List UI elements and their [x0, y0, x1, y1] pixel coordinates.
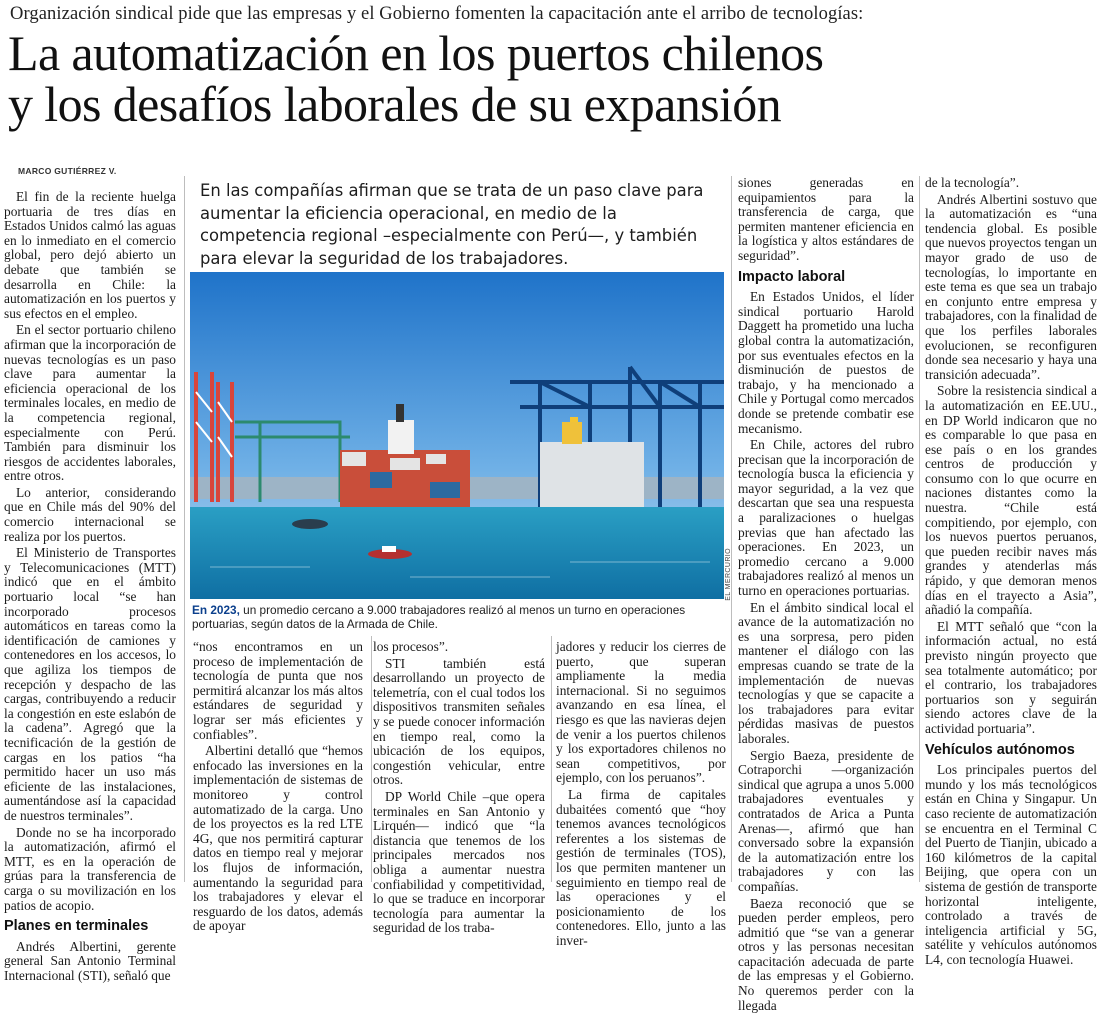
- column-2: [193, 640, 363, 884]
- paragraph: El Ministerio de Transportes y Telecomunicaciones (MTT) indicó que en el ámbito portuario local “se han incorporado procesos automáticos en tareas como la identificación de camiones y contenedores en los accesos, lo que agiliza los tiempos de recepción y despacho de las cargas, contribuyendo a reducir la congestión en este eslabón de la cadena”. Agregó que la tecnificación de la gestión de cargas en los patios “ha permitido hacer un uso más eficiente de las instalaciones, aumentándose así la capacidad de nuestros terminales”.: [4, 546, 176, 823]
- photo-credit: EL MERCURIO: [725, 548, 735, 601]
- section-heading: Impacto laboral: [738, 270, 914, 285]
- column-4: [556, 640, 726, 884]
- container-ship-image: [190, 272, 724, 599]
- paragraph: STI también está desarrollando un proyecto de telemetría, con el cual todos los dispositivos transmiten señales y se puede conocer información en tiempo real, como la ubicación de los equipos, congestión vehicular, entre otros.: [373, 657, 545, 788]
- headline-line-1: La automatización en los puertos chilenos: [8, 25, 823, 81]
- paragraph: El fin de la reciente huelga portuaria de tres días en Estados Unidos calmó las aguas en lo inmediato en el comercio global, pero dejó abierto un debate que también se desarrolla en Chile: la automatización en los puertos y sus efectos en el empleo.: [4, 190, 176, 321]
- lead-deck: En las compañías afirman que se trata de un paso clave para aumentar la eficiencia operacional, en medio de la competencia regional –especialmente con Perú—, y también para elevar la seguridad de los trabajadores.: [200, 180, 720, 270]
- column-6: [925, 176, 1097, 884]
- kicker: Organización sindical pide que las empresas y el Gobierno fomenten la capacitación ante el arribo de tecnologías:: [10, 4, 1095, 25]
- column-rule: [184, 176, 185, 882]
- paragraph: Lo anterior, considerando que en Chile más del 90% del comercio internacional se realiza por los puertos.: [4, 486, 176, 544]
- byline: MARCO GUTIÉRREZ V.: [18, 166, 117, 176]
- paragraph: de la tecnología”.: [925, 176, 1097, 191]
- paragraph: En el sector portuario chileno afirman que la incorporación de nuevas tecnologías es un paso clave para aumentar la eficiencia operacional de los terminales locales, en medio de la competencia regional, especialmente con Perú. También para disminuir los riesgos de accidentes laborales, entre otros.: [4, 323, 176, 484]
- caption-text: un promedio cercano a 9.000 trabajadores realizó al menos un turno en operaciones portuarias, según datos de la Armada de Chile.: [192, 603, 685, 631]
- column-1: [4, 190, 176, 884]
- paragraph: La firma de capitales dubaitées comentó que “hoy tenemos avances tecnológicos referentes a los sistemas de gestión de terminales (TOS), los que permiten mantener un seguimiento en tiempo real de las operaciones y el posicionamiento de los contenedores. Ello, junto a las inver-: [556, 788, 726, 949]
- paragraph: El MTT señaló que “con la información actual, no está previsto ningún proyecto que sea totalmente automático; por el contrario, los trabajadores portuarios son y seguirán siendo actores clave de la actividad portuaria”.: [925, 620, 1097, 737]
- column-rule: [371, 636, 372, 882]
- paragraph: En Estados Unidos, el líder sindical portuario Harold Daggett ha prometido una lucha global contra la automatización, por sus eventuales efectos en la disminución de puestos de trabajo, y ha mencionado a Chile y Portugal como mercados donde se pretende combatir ese mecanismo.: [738, 290, 914, 436]
- paragraph: Albertini detalló que “hemos enfocado las inversiones en la implementación de sistemas de monitoreo y control automatizado de la carga. Uno de los proyectos es la red LTE 4G, que nos permitirá capturar datos en tiempo real y mejorar los flujos de información, aumentando la seguridad para los trabajadores y elevar el resguardo de los datos, además de apoyar: [193, 744, 363, 934]
- headline: [8, 28, 1098, 130]
- paragraph: Donde no se ha incorporado la automatización, afirmó el MTT, es en la operación de grúas para la transferencia de carga o su movilización en los patios de acopio.: [4, 826, 176, 914]
- paragraph: En Chile, actores del rubro precisan que la incorporación de tecnología busca la eficiencia y mayor seguridad, a la vez que descartan que sea una respuesta a paralizaciones o huelgas previas que han afectado las operaciones. En 2023, un promedio cercano a 9.000 trabajadores realizó al menos un turno en operaciones portuarias.: [738, 438, 914, 599]
- column-3: [373, 640, 545, 884]
- column-5: [738, 176, 914, 884]
- section-heading: Planes en terminales: [4, 919, 176, 934]
- photo-caption: [192, 603, 727, 631]
- section-heading: Vehículos autónomos: [925, 743, 1097, 758]
- port-photo: [190, 272, 724, 599]
- paragraph: siones generadas en equipamientos para la transferencia de carga, que permiten mantener eficiencia en la logística y altos estándares de seguridad”.: [738, 176, 914, 264]
- column-rule: [731, 176, 732, 882]
- paragraph: “nos encontramos en un proceso de implementación de tecnología de punta que nos permitirá alcanzar los más altos estándares de seguridad y lograr ser más eficientes y confiables”.: [193, 640, 363, 742]
- paragraph: En el ámbito sindical local el avance de la automatización no es una sorpresa, pero piden mantener el diálogo con las empresas cuando se trate de la implementación de nuevas tecnologías y que se capacite a los trabajadores para evitar pérdidas masivas de puestos laborales.: [738, 601, 914, 747]
- paragraph: Sobre la resistencia sindical a la automatización en EE.UU., en DP World indicaron que no es comparable lo que pasa en ese país o en los grandes centros de producción y consumo con lo que ocurre en naciones distantes como la nuestra. “Chile está compitiendo, por ejemplo, con los nuevos puertos peruanos, que pueden recibir naves más grandes y atenderlas más rápido, y que demoran menos días en el trayecto a Asia”, añadió la compañía.: [925, 384, 1097, 618]
- paragraph: jadores y reducir los cierres de puerto, que superan ampliamente la media internacional. Si no seguimos avanzando en esa línea, el riesgo es que las navieras dejen de venir a los puertos chilenos y los exportadores chilenos no sean competitivos, por ejemplo, con los peruanos”.: [556, 640, 726, 786]
- column-rule: [551, 636, 552, 882]
- paragraph: los procesos”.: [373, 640, 545, 655]
- column-rule: [919, 176, 920, 882]
- paragraph: Andrés Albertini sostuvo que la automatización es “una tendencia global. Es posible que nuevos proyectos tengan un mayor grado de uso de tecnologías, lo importante en este tema es que sea un trabajo en conjunto entre empresa y trabajadores, con la finalidad de que los perfiles laborales evolucionen, se reconfiguren donde sea necesario y haya una transición adecuada”.: [925, 193, 1097, 383]
- headline-line-2: y los desafíos laborales de su expansión: [8, 76, 781, 132]
- caption-lead: En 2023,: [192, 603, 240, 617]
- paragraph: DP World Chile –que opera terminales en San Antonio y Lirquén— indicó que “la distancia que tenemos de los principales mercados nos obliga a aumentar nuestra confiabilidad y competitividad, lo que se traduce en incorporar tecnología para aumentar la seguridad de los traba-: [373, 790, 545, 936]
- paragraph: Baeza reconoció que se pueden perder empleos, pero admitió que “se van a generar otros y las personas necesitan capacitación adecuada de parte de las empresas y el Gobierno. No queremos perder con la llegada: [738, 897, 914, 1013]
- paragraph: Sergio Baeza, presidente de Cotraporchi —organización sindical que agrupa a unos 5.000 trabajadores eventuales y contratados de Arica a Punta Arenas—, afirmó que han conversado sobre la expansión de la automatización entre los trabajadores y con las compañías.: [738, 749, 914, 895]
- paragraph: Los principales puertos del mundo y los más tecnológicos están en China y Singapur. Un caso reciente de automatización se encuentra en el Terminal C del Puerto de Tianjin, ubicado a 160 kilómetros de la capital Beijing, que opera con un sistema de gestión de transporte horizontal inteligente, controlado a través de inteligencia artificial y 5G, satélite y vehículos autónomos L4, con tecnología Huawei.: [925, 763, 1097, 967]
- paragraph: Andrés Albertini, gerente general San Antonio Terminal Internacional (STI), señaló que: [4, 940, 176, 984]
